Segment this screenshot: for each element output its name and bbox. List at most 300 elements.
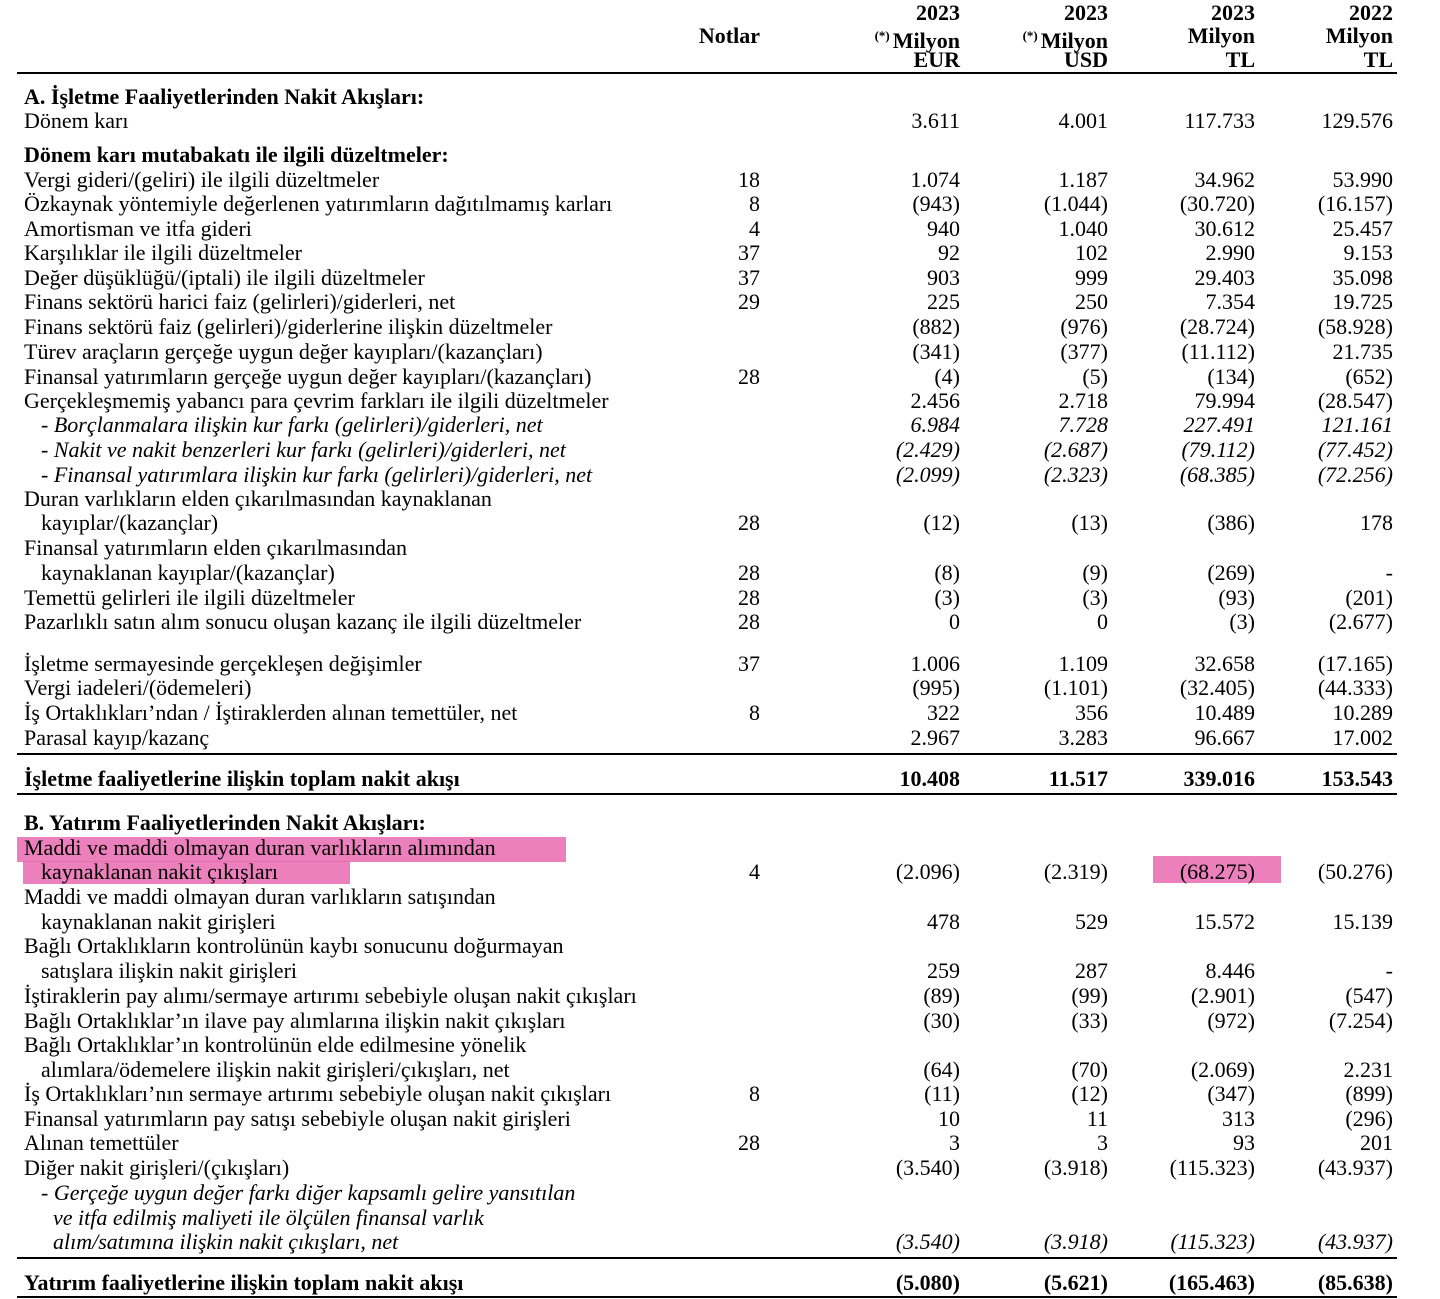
row-label: satışlara ilişkin nakit girişleri <box>41 958 298 983</box>
value-usd: (377) <box>1060 339 1108 364</box>
row-label: Maddi ve maddi olmayan duran varlıkların alımından <box>24 835 496 860</box>
table-row <box>0 1205 1440 1230</box>
row-note <box>700 535 760 560</box>
value-tl-prior: (2.677) <box>1328 609 1393 634</box>
value-eur: 478 <box>927 909 960 934</box>
row-label: Diğer nakit girişleri/(çıkışları) <box>24 1155 290 1180</box>
table-row <box>0 462 1440 487</box>
value-eur <box>800 486 960 511</box>
value-usd: (2.319) <box>1043 859 1108 884</box>
value-tl <box>1100 84 1255 109</box>
row-label: kaynaklanan kayıplar/(kazançlar) <box>41 560 335 585</box>
row-note: 8 <box>749 191 760 216</box>
row-label: alımlara/ödemelere ilişkin nakit girişleri/çıkışları, net <box>41 1057 510 1082</box>
row-note: 28 <box>738 560 760 585</box>
table-row <box>0 835 1440 860</box>
value-usd <box>950 835 1108 860</box>
row-note: 18 <box>738 167 760 192</box>
value-eur: (8) <box>934 560 960 585</box>
value-tl: (28.724) <box>1179 314 1255 339</box>
value-tl: 32.658 <box>1194 651 1255 676</box>
value-usd <box>950 810 1108 835</box>
value-eur <box>800 1180 960 1205</box>
row-label: Bağlı Ortaklıklar’ın kontrolünün elde edilmesine yönelik <box>24 1032 527 1057</box>
header-rule <box>17 72 1397 74</box>
row-label: kaynaklanan nakit çıkışları <box>41 859 279 884</box>
value-tl-prior: (43.937) <box>1317 1229 1393 1254</box>
value-eur: 225 <box>927 289 960 314</box>
value-tl-prior: 2.231 <box>1343 1057 1393 1082</box>
value-eur: 259 <box>927 958 960 983</box>
header-year-eur: 2023 <box>916 0 960 25</box>
table-row <box>0 412 1440 437</box>
row-label: Finans sektörü faiz (gelirleri)/giderlerine ilişkin düzeltmeler <box>24 314 553 339</box>
header-unit-usd: (*) Milyon <box>1022 28 1108 53</box>
table-row <box>0 1057 1440 1082</box>
value-usd: 4.001 <box>1058 108 1108 133</box>
row-label: - Finansal yatırımlara ilişkin kur farkı (gelirleri)/giderleri, net <box>41 462 593 487</box>
operating-total-rule-top <box>17 753 1397 755</box>
table-row <box>0 364 1440 389</box>
value-usd <box>950 486 1108 511</box>
value-tl: (30.720) <box>1179 191 1255 216</box>
investing-total-rule-bottom <box>17 1296 1397 1298</box>
row-note: 4 <box>749 859 760 884</box>
value-tl-prior: - <box>1385 958 1393 983</box>
table-row <box>0 535 1440 560</box>
value-tl: (2.069) <box>1190 1057 1255 1082</box>
header-currency-tl: TL <box>1225 47 1255 72</box>
value-tl-prior: (201) <box>1345 585 1393 610</box>
value-usd: (12) <box>1071 1081 1108 1106</box>
value-eur: 903 <box>927 265 960 290</box>
value-tl-prior: 153.543 <box>1321 766 1393 791</box>
value-usd: (2.687) <box>1043 437 1108 462</box>
value-tl-prior: 9.153 <box>1343 240 1393 265</box>
value-eur <box>800 535 960 560</box>
value-eur <box>800 142 960 167</box>
row-label: Vergi gideri/(geliri) ile ilgili düzeltmeler <box>24 167 380 192</box>
value-tl: (93) <box>1218 585 1255 610</box>
value-tl <box>1100 1205 1255 1230</box>
row-note <box>700 1155 760 1180</box>
value-eur: 1.074 <box>910 167 960 192</box>
row-note <box>700 1008 760 1033</box>
value-tl-prior: 201 <box>1360 1130 1393 1155</box>
value-usd: (99) <box>1071 983 1108 1008</box>
row-label: İşletme sermayesinde gerçekleşen değişimler <box>24 651 422 676</box>
value-tl: (11.112) <box>1181 339 1255 364</box>
header-unit-tl-prior: Milyon <box>1325 23 1393 48</box>
value-usd: (1.101) <box>1043 675 1108 700</box>
row-label: - Gerçeğe uygun değer farkı diğer kapsamlı gelire yansıtılan <box>41 1180 576 1205</box>
value-tl: (972) <box>1207 1008 1255 1033</box>
row-label: İştiraklerin pay alımı/sermaye artırımı sebebiyle oluşan nakit çıkışları <box>24 983 637 1008</box>
value-tl-prior: 35.098 <box>1332 265 1393 290</box>
header-year-tl: 2023 <box>1211 0 1255 25</box>
row-note <box>700 835 760 860</box>
value-usd: 250 <box>1075 289 1108 314</box>
value-usd: (1.044) <box>1043 191 1108 216</box>
table-row <box>0 651 1440 676</box>
value-usd: (9) <box>1082 560 1108 585</box>
value-tl-prior: 129.576 <box>1321 108 1393 133</box>
value-tl-prior: (43.937) <box>1317 1155 1393 1180</box>
value-eur: (4) <box>934 364 960 389</box>
value-tl: 96.667 <box>1194 725 1255 750</box>
table-row <box>0 1229 1440 1254</box>
value-usd: 102 <box>1075 240 1108 265</box>
value-tl-prior: 10.289 <box>1332 700 1393 725</box>
value-eur: (3.540) <box>895 1155 960 1180</box>
row-note <box>700 388 760 413</box>
value-usd <box>950 933 1108 958</box>
value-tl-prior: (652) <box>1345 364 1393 389</box>
value-tl <box>1100 884 1255 909</box>
value-eur: 3.611 <box>911 108 960 133</box>
value-eur: 322 <box>927 700 960 725</box>
value-tl-prior: (85.638) <box>1317 1270 1393 1295</box>
table-row <box>0 675 1440 700</box>
row-label: Türev araçların gerçeğe uygun değer kayıpları/(kazançları) <box>24 339 543 364</box>
table-row <box>0 958 1440 983</box>
value-tl: (386) <box>1207 510 1255 535</box>
value-tl-prior: (17.165) <box>1317 651 1393 676</box>
row-note: 28 <box>738 585 760 610</box>
header-year-tl-prior: 2022 <box>1349 0 1393 25</box>
value-usd: (33) <box>1071 1008 1108 1033</box>
value-eur: (5.080) <box>895 1270 960 1295</box>
header-year-usd: 2023 <box>1064 0 1108 25</box>
value-tl-prior: (77.452) <box>1317 437 1393 462</box>
value-tl-prior: 53.990 <box>1332 167 1393 192</box>
value-tl-prior <box>1240 1205 1393 1230</box>
row-label: İş Ortaklıkları’ndan / İştiraklerden alınan temettüler, net <box>24 700 518 725</box>
header-currency-usd: USD <box>1063 47 1108 72</box>
value-usd: 356 <box>1075 700 1108 725</box>
row-label: Finansal yatırımların pay satışı sebebiyle oluşan nakit girişleri <box>24 1106 571 1131</box>
value-usd <box>950 1032 1108 1057</box>
value-eur: (64) <box>923 1057 960 1082</box>
value-tl <box>1100 835 1255 860</box>
row-note <box>700 314 760 339</box>
row-label: A. İşletme Faaliyetlerinden Nakit Akışları: <box>24 84 425 109</box>
row-note: 8 <box>749 700 760 725</box>
table-row <box>0 1106 1440 1131</box>
value-usd: 287 <box>1075 958 1108 983</box>
row-label: Bağlı Ortaklıklar’ın ilave pay alımlarına ilişkin nakit çıkışları <box>24 1008 566 1033</box>
value-usd: (3.918) <box>1043 1229 1108 1254</box>
value-tl: (68.385) <box>1179 462 1255 487</box>
table-row <box>0 314 1440 339</box>
value-tl: 117.733 <box>1184 108 1255 133</box>
value-tl-prior <box>1240 810 1393 835</box>
value-tl <box>1100 486 1255 511</box>
value-usd: (70) <box>1071 1057 1108 1082</box>
value-tl-prior <box>1240 84 1393 109</box>
value-tl-prior: 25.457 <box>1332 216 1393 241</box>
row-note <box>700 933 760 958</box>
value-tl: 29.403 <box>1194 265 1255 290</box>
row-note <box>700 675 760 700</box>
value-usd <box>950 1205 1108 1230</box>
value-tl: (269) <box>1207 560 1255 585</box>
header-currency-tl-prior: TL <box>1363 47 1393 72</box>
value-usd: 0 <box>1097 609 1108 634</box>
value-tl-prior: (547) <box>1345 983 1393 1008</box>
table-row <box>0 240 1440 265</box>
table-row <box>0 1032 1440 1057</box>
row-note: 8 <box>749 1081 760 1106</box>
value-tl: (68.275) <box>1179 859 1255 884</box>
row-note <box>700 909 760 934</box>
value-usd: 2.718 <box>1058 388 1108 413</box>
row-note <box>700 1032 760 1057</box>
row-label: Finansal yatırımların gerçeğe uygun değer kayıpları/(kazançları) <box>24 364 592 389</box>
table-row <box>0 560 1440 585</box>
value-tl-prior <box>1240 835 1393 860</box>
row-label: Dönem karı <box>24 108 129 133</box>
value-tl: 34.962 <box>1194 167 1255 192</box>
value-eur: (11) <box>924 1081 960 1106</box>
row-label: Temettü gelirleri ile ilgili düzeltmeler <box>24 585 355 610</box>
value-tl-prior: (58.928) <box>1317 314 1393 339</box>
value-tl: (347) <box>1207 1081 1255 1106</box>
value-eur <box>800 810 960 835</box>
value-usd: 1.187 <box>1058 167 1108 192</box>
value-tl-prior <box>1240 535 1393 560</box>
value-tl: (32.405) <box>1179 675 1255 700</box>
value-tl-prior <box>1240 884 1393 909</box>
value-tl: 2.990 <box>1205 240 1255 265</box>
row-label: Finansal yatırımların elden çıkarılmasından <box>24 535 408 560</box>
value-eur <box>800 1032 960 1057</box>
table-row <box>0 142 1440 167</box>
value-eur: (943) <box>912 191 960 216</box>
value-eur: (341) <box>912 339 960 364</box>
table-row <box>0 289 1440 314</box>
value-tl: (3) <box>1229 609 1255 634</box>
value-tl: (134) <box>1207 364 1255 389</box>
value-tl: (79.112) <box>1181 437 1255 462</box>
row-label: Maddi ve maddi olmayan duran varlıkların satışından <box>24 884 496 909</box>
row-label: - Nakit ve nakit benzerleri kur farkı (gelirleri)/giderleri, net <box>41 437 566 462</box>
row-label: Gerçekleşmemiş yabancı para çevrim farkları ile ilgili düzeltmeler <box>24 388 609 413</box>
row-note: 28 <box>738 1130 760 1155</box>
table-row <box>0 437 1440 462</box>
table-row <box>0 167 1440 192</box>
row-label: Özkaynak yöntemiyle değerlenen yatırımların dağıtılmamış karları <box>24 191 613 216</box>
table-row <box>0 585 1440 610</box>
row-label: alım/satımına ilişkin nakit çıkışları, net <box>53 1229 399 1254</box>
value-tl <box>1100 535 1255 560</box>
value-eur: 10.408 <box>899 766 960 791</box>
row-note <box>700 339 760 364</box>
value-tl <box>1100 1032 1255 1057</box>
table-row <box>0 810 1440 835</box>
value-usd: 7.728 <box>1058 412 1108 437</box>
table-row <box>0 510 1440 535</box>
value-tl: 79.994 <box>1194 388 1255 413</box>
value-usd: (3) <box>1082 585 1108 610</box>
value-usd: (976) <box>1060 314 1108 339</box>
header-unit-tl: Milyon <box>1187 23 1255 48</box>
value-eur: (12) <box>923 510 960 535</box>
table-row <box>0 486 1440 511</box>
value-tl <box>1100 1180 1255 1205</box>
value-eur: 940 <box>927 216 960 241</box>
row-label: Yatırım faaliyetlerine ilişkin toplam nakit akışı <box>24 1270 464 1295</box>
value-eur: 2.967 <box>910 725 960 750</box>
value-eur: 0 <box>949 609 960 634</box>
table-row <box>0 609 1440 634</box>
row-note: 37 <box>738 265 760 290</box>
value-tl: 227.491 <box>1183 412 1255 437</box>
value-eur: (2.096) <box>895 859 960 884</box>
row-label: ve itfa edilmiş maliyeti ile ölçülen finansal varlık <box>53 1205 484 1230</box>
row-label: B. Yatırım Faaliyetlerinden Nakit Akışları: <box>24 810 426 835</box>
value-tl-prior: 121.161 <box>1321 412 1393 437</box>
row-label: Duran varlıkların elden çıkarılmasından kaynaklanan <box>24 486 492 511</box>
value-usd <box>950 84 1108 109</box>
value-tl: 30.612 <box>1194 216 1255 241</box>
value-eur: (995) <box>912 675 960 700</box>
table-row <box>0 265 1440 290</box>
value-tl <box>1100 933 1255 958</box>
row-label: Dönem karı mutabakatı ile ilgili düzeltmeler: <box>24 142 449 167</box>
row-note: 28 <box>738 510 760 535</box>
row-note <box>700 884 760 909</box>
value-usd: 1.109 <box>1058 651 1108 676</box>
value-eur: 3 <box>949 1130 960 1155</box>
value-usd: (2.323) <box>1043 462 1108 487</box>
row-label: Değer düşüklüğü/(iptali) ile ilgili düzeltmeler <box>24 265 425 290</box>
value-tl-prior <box>1240 1180 1393 1205</box>
value-tl: (115.323) <box>1170 1229 1255 1254</box>
row-label: Vergi iadeleri/(ödemeleri) <box>24 675 252 700</box>
value-tl-prior <box>1240 486 1393 511</box>
table-row <box>0 1180 1440 1205</box>
value-usd <box>950 535 1108 560</box>
value-eur: (30) <box>923 1008 960 1033</box>
row-note: 29 <box>738 289 760 314</box>
value-eur <box>800 933 960 958</box>
value-usd: (5) <box>1082 364 1108 389</box>
header-currency-row <box>0 47 1440 72</box>
value-tl: 8.446 <box>1205 958 1255 983</box>
header-currency-eur: EUR <box>913 47 960 72</box>
table-row <box>0 766 1440 791</box>
row-note <box>700 1106 760 1131</box>
value-tl: 93 <box>1233 1130 1255 1155</box>
value-tl: (2.901) <box>1190 983 1255 1008</box>
row-note <box>700 725 760 750</box>
value-eur: (2.099) <box>895 462 960 487</box>
value-tl-prior: (16.157) <box>1317 191 1393 216</box>
table-row <box>0 108 1440 133</box>
table-row <box>0 700 1440 725</box>
value-tl-prior <box>1240 142 1393 167</box>
value-usd <box>950 884 1108 909</box>
table-row <box>0 1130 1440 1155</box>
value-tl: 7.354 <box>1205 289 1255 314</box>
value-usd: (13) <box>1071 510 1108 535</box>
value-tl-prior: 178 <box>1360 510 1393 535</box>
value-tl-prior: (44.333) <box>1317 675 1393 700</box>
row-label: kaynaklanan nakit girişleri <box>41 909 276 934</box>
row-note <box>700 983 760 1008</box>
value-usd <box>950 142 1108 167</box>
value-eur <box>800 835 960 860</box>
table-row <box>0 725 1440 750</box>
row-label: Parasal kayıp/kazanç <box>24 725 210 750</box>
row-label: - Borçlanmalara ilişkin kur farkı (gelirleri)/giderleri, net <box>41 412 543 437</box>
table-row <box>0 859 1440 884</box>
value-tl-prior: (28.547) <box>1317 388 1393 413</box>
table-row <box>0 1081 1440 1106</box>
value-usd: (3.918) <box>1043 1155 1108 1180</box>
table-row <box>0 1008 1440 1033</box>
value-eur: 1.006 <box>910 651 960 676</box>
row-note: 4 <box>749 216 760 241</box>
row-label: Finans sektörü harici faiz (gelirleri)/giderleri, net <box>24 289 456 314</box>
table-row <box>0 84 1440 109</box>
value-eur: 2.456 <box>910 388 960 413</box>
header-unit-eur: (*) Milyon <box>874 28 960 53</box>
row-note <box>700 108 760 133</box>
header-unit-row <box>0 23 1440 53</box>
value-usd: 1.040 <box>1058 216 1108 241</box>
value-tl-prior: (7.254) <box>1328 1008 1393 1033</box>
value-tl-prior: (296) <box>1345 1106 1393 1131</box>
row-label: Amortisman ve itfa gideri <box>24 216 252 241</box>
value-tl-prior: 15.139 <box>1332 909 1393 934</box>
value-usd <box>950 1180 1108 1205</box>
value-eur: (89) <box>923 983 960 1008</box>
value-tl: (165.463) <box>1168 1270 1255 1295</box>
row-label: kayıplar/(kazançlar) <box>41 510 219 535</box>
row-label: İşletme faaliyetlerine ilişkin toplam nakit akışı <box>24 766 460 791</box>
value-tl-prior: (899) <box>1345 1081 1393 1106</box>
row-note: 37 <box>738 240 760 265</box>
value-usd: (5.621) <box>1043 1270 1108 1295</box>
value-eur: 10 <box>938 1106 960 1131</box>
table-row <box>0 1270 1440 1295</box>
value-tl: (115.323) <box>1169 1155 1255 1180</box>
value-usd: 3.283 <box>1058 725 1108 750</box>
row-note: 28 <box>738 609 760 634</box>
row-note: 37 <box>738 651 760 676</box>
row-label: Karşılıklar ile ilgili düzeltmeler <box>24 240 302 265</box>
investing-total-rule-top <box>17 1257 1397 1259</box>
value-tl <box>1100 142 1255 167</box>
row-label: Pazarlıklı satın alım sonucu oluşan kazanç ile ilgili düzeltmeler <box>24 609 582 634</box>
value-eur: (3.540) <box>895 1229 960 1254</box>
value-tl-prior: 17.002 <box>1332 725 1393 750</box>
header-year-row <box>0 0 1440 25</box>
table-row <box>0 1155 1440 1180</box>
value-tl-prior: 21.735 <box>1332 339 1393 364</box>
value-tl-prior: (50.276) <box>1317 859 1393 884</box>
footnote-mark: (*) <box>874 28 890 43</box>
row-note: 28 <box>738 364 760 389</box>
value-usd: 529 <box>1075 909 1108 934</box>
table-row <box>0 388 1440 413</box>
value-eur <box>800 1205 960 1230</box>
row-note <box>700 1057 760 1082</box>
value-tl: 10.489 <box>1194 700 1255 725</box>
footnote-mark: (*) <box>1022 28 1038 43</box>
